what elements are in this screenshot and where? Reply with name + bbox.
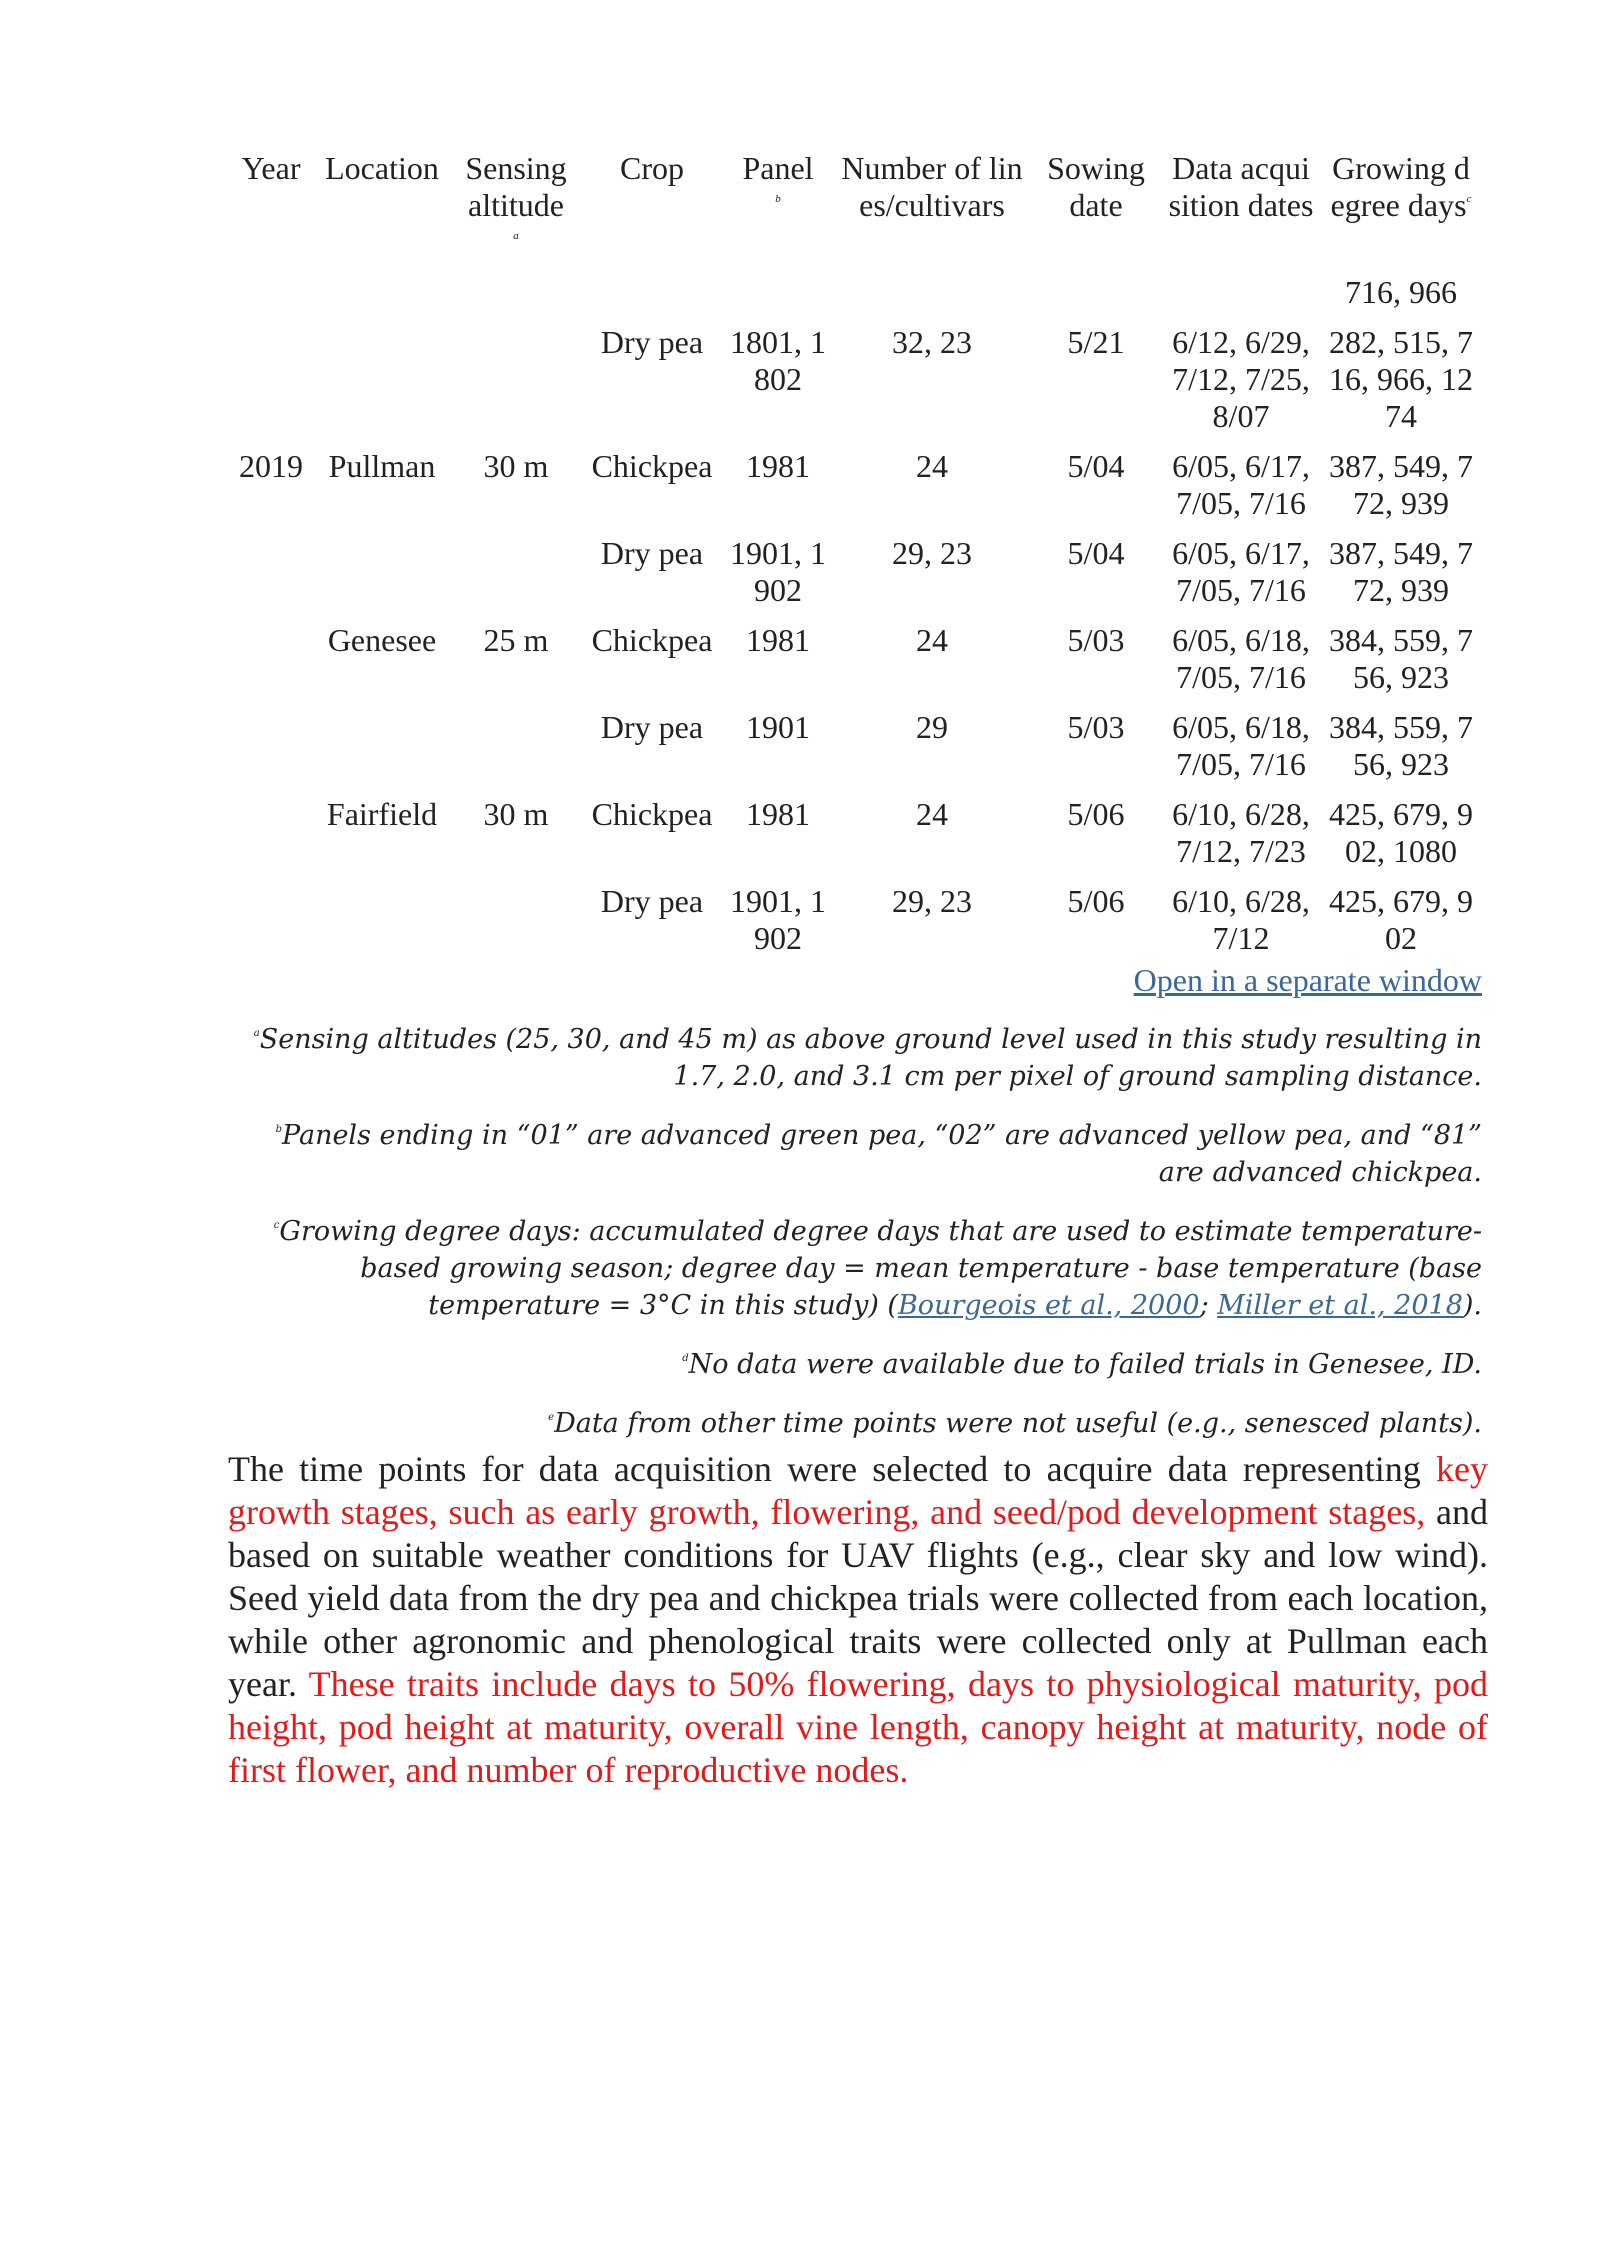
cell-year xyxy=(228,324,314,448)
table-row xyxy=(228,622,1482,709)
cell-panel: 1981 xyxy=(746,448,810,484)
header-panel: Panel $^b$ xyxy=(742,150,814,205)
data-table xyxy=(228,150,1482,970)
cell-acquisition-dates xyxy=(1162,274,1320,324)
cell-sensing-altitude: 30 m xyxy=(483,796,549,832)
cell-year xyxy=(228,796,314,883)
cell-sowing-date: 5/21 xyxy=(1067,324,1125,360)
cell-number-of-lines: 29, 23 xyxy=(892,883,972,919)
cell-number-of-lines: 24 xyxy=(916,622,948,658)
footnote-d: $^d$No data were available due to failed trials in Genesee, ID. xyxy=(682,1349,1482,1380)
table-row xyxy=(228,883,1482,970)
table-row xyxy=(228,709,1482,796)
highlight-growth-stages: key growth stages, such as early growth, flowering, and seed/pod development stages, xyxy=(228,1449,1488,1532)
table-header-row xyxy=(228,150,1482,274)
cell-location xyxy=(314,709,450,796)
header-crop: Crop xyxy=(620,150,684,186)
cell-acquisition-dates: 6/05, 6/17, 7/05, 7/16 xyxy=(1172,448,1310,521)
header-data-acquisition-dates: Data acquisition dates xyxy=(1168,150,1314,223)
cell-sowing-date: 5/06 xyxy=(1067,796,1125,832)
cell-sensing-altitude xyxy=(450,709,582,796)
header-sensing-altitude: Sensing altitude $^a$ xyxy=(465,150,567,242)
cell-acquisition-dates: 6/10, 6/28, 7/12, 7/23 xyxy=(1172,796,1310,869)
cell-panel: 1981 xyxy=(746,622,810,658)
cell-location: Fairfield xyxy=(326,796,438,832)
cell-location xyxy=(314,883,450,970)
cell-sensing-altitude xyxy=(450,883,582,970)
header-number-of-lines: Number of lines/cultivars xyxy=(841,150,1023,223)
cell-crop: Dry pea xyxy=(600,883,704,919)
cell-sensing-altitude: 30 m xyxy=(483,448,549,484)
footnote-a: $^a$Sensing altitudes (25, 30, and 45 m) as above ground level used in this study resulting in 1.7, 2.0, and 3.1 cm per pixel of ground sampling distance. xyxy=(253,1024,1482,1092)
cell-number-of-lines: 29, 23 xyxy=(892,535,972,571)
cell-acquisition-dates: 6/05, 6/18, 7/05, 7/16 xyxy=(1172,622,1310,695)
cell-acquisition-dates: 6/10, 6/28, 7/12 xyxy=(1172,883,1310,956)
cell-sensing-altitude xyxy=(450,324,582,448)
cell-acquisition-dates: 6/12, 6/29, 7/12, 7/25, 8/07 xyxy=(1172,324,1310,434)
open-in-window-link[interactable]: Open in a separate window xyxy=(1133,962,1482,998)
cell-location: Pullman xyxy=(328,448,436,484)
cell-panel: 1901, 1902 xyxy=(730,535,826,608)
cell-panel: 1901 xyxy=(746,709,810,745)
cell-sowing-date: 5/04 xyxy=(1067,535,1125,571)
cell-sensing-altitude xyxy=(450,535,582,622)
table-row xyxy=(228,448,1482,535)
table-body xyxy=(228,274,1482,970)
cell-panel xyxy=(722,274,834,324)
cell-year: 2019 xyxy=(239,448,303,484)
cell-sowing-date xyxy=(1030,274,1162,324)
open-in-window-link-container xyxy=(228,962,1482,999)
cell-acquisition-dates: 6/05, 6/18, 7/05, 7/16 xyxy=(1172,709,1310,782)
cell-crop xyxy=(582,274,722,324)
table-row xyxy=(228,324,1482,448)
cell-sowing-date: 5/03 xyxy=(1067,709,1125,745)
cell-number-of-lines: 32, 23 xyxy=(892,324,972,360)
footnote-c: $^c$Growing degree days: accumulated degree days that are used to estimate temperature-based growing season; degree day = mean temperature - base temperature (base temperature = 3°C in this study) (Bourgeois et al., 2000; Miller et al., 2018). xyxy=(273,1216,1482,1321)
cell-year xyxy=(228,274,314,324)
cell-growing-degree-days: 425, 679, 902 xyxy=(1329,883,1473,956)
cell-year xyxy=(228,709,314,796)
cell-growing-degree-days: 282, 515, 716, 966, 1274 xyxy=(1329,324,1473,434)
header-sowing-date: Sowing date xyxy=(1047,150,1145,223)
cell-acquisition-dates: 6/05, 6/17, 7/05, 7/16 xyxy=(1172,535,1310,608)
cell-number-of-lines xyxy=(834,274,1030,324)
cell-crop: Dry pea xyxy=(600,535,704,571)
cell-crop: Chickpea xyxy=(591,448,713,484)
cell-year xyxy=(228,883,314,970)
cell-crop: Chickpea xyxy=(591,796,713,832)
cell-sowing-date: 5/04 xyxy=(1067,448,1125,484)
cell-location xyxy=(314,535,450,622)
cell-sensing-altitude: 25 m xyxy=(483,622,549,658)
table-row xyxy=(228,535,1482,622)
header-location: Location xyxy=(325,150,439,186)
body-paragraph: The time points for data acquisition were selected to acquire data representing key growth stages, such as early growth, flowering, and seed/pod development stages, and based on suitable weather conditions for UAV flights (e.g., clear sky and low wind). Seed yield data from the dry pea and chickpea trials were collected from each location, while other agronomic and phenological traits were collected only at Pullman each year. These traits include days to 50% flowering, days to physiological maturity, pod height, pod height at maturity, overall vine length, canopy height at maturity, node of first flower, and number of reproductive nodes. xyxy=(228,1449,1489,1790)
cell-number-of-lines: 29 xyxy=(916,709,948,745)
footnote-e: $^e$Data from other time points were not useful (e.g., senesced plants). xyxy=(548,1408,1482,1439)
header-growing-degree-days: Growing degree days$^c$ xyxy=(1330,150,1472,223)
table-row xyxy=(228,796,1482,883)
cell-growing-degree-days: 425, 679, 902, 1080 xyxy=(1329,796,1473,869)
cell-year xyxy=(228,622,314,709)
cell-number-of-lines: 24 xyxy=(916,448,948,484)
footnote-b: $^b$Panels ending in “01” are advanced green pea, “02” are advanced yellow pea, and “81” are advanced chickpea. xyxy=(275,1120,1482,1188)
cell-panel: 1901, 1902 xyxy=(730,883,826,956)
document-page xyxy=(228,150,1489,1792)
header-year: Year xyxy=(241,150,301,186)
cell-number-of-lines: 24 xyxy=(916,796,948,832)
highlight-traits: These traits include days to 50% flowering, days to physiological maturity, pod height, pod height at maturity, overall vine length, canopy height at maturity, node of first flower, and number of reproductive nodes. xyxy=(228,1664,1489,1790)
cell-year xyxy=(228,535,314,622)
cell-sowing-date: 5/06 xyxy=(1067,883,1125,919)
cell-sensing-altitude xyxy=(450,274,582,324)
cell-location: Genesee xyxy=(327,622,437,658)
cell-growing-degree-days: 384, 559, 756, 923 xyxy=(1329,622,1473,695)
cell-growing-degree-days: 387, 549, 772, 939 xyxy=(1329,535,1473,608)
cell-crop: Dry pea xyxy=(600,324,704,360)
cell-panel: 1801, 1802 xyxy=(730,324,826,397)
cell-growing-degree-days: 387, 549, 772, 939 xyxy=(1329,448,1473,521)
cell-crop: Chickpea xyxy=(591,622,713,658)
table-row xyxy=(228,274,1482,324)
cell-panel: 1981 xyxy=(746,796,810,832)
citation-link-bourgeois[interactable]: Bourgeois et al., 2000 xyxy=(897,1290,1200,1321)
cell-location xyxy=(314,274,450,324)
citation-link-miller[interactable]: Miller et al., 2018 xyxy=(1217,1290,1463,1321)
cell-growing-degree-days: 384, 559, 756, 923 xyxy=(1329,709,1473,782)
cell-crop: Dry pea xyxy=(600,709,704,745)
cell-sowing-date: 5/03 xyxy=(1067,622,1125,658)
cell-growing-degree-days: 716, 966 xyxy=(1345,274,1457,310)
cell-location xyxy=(314,324,450,448)
